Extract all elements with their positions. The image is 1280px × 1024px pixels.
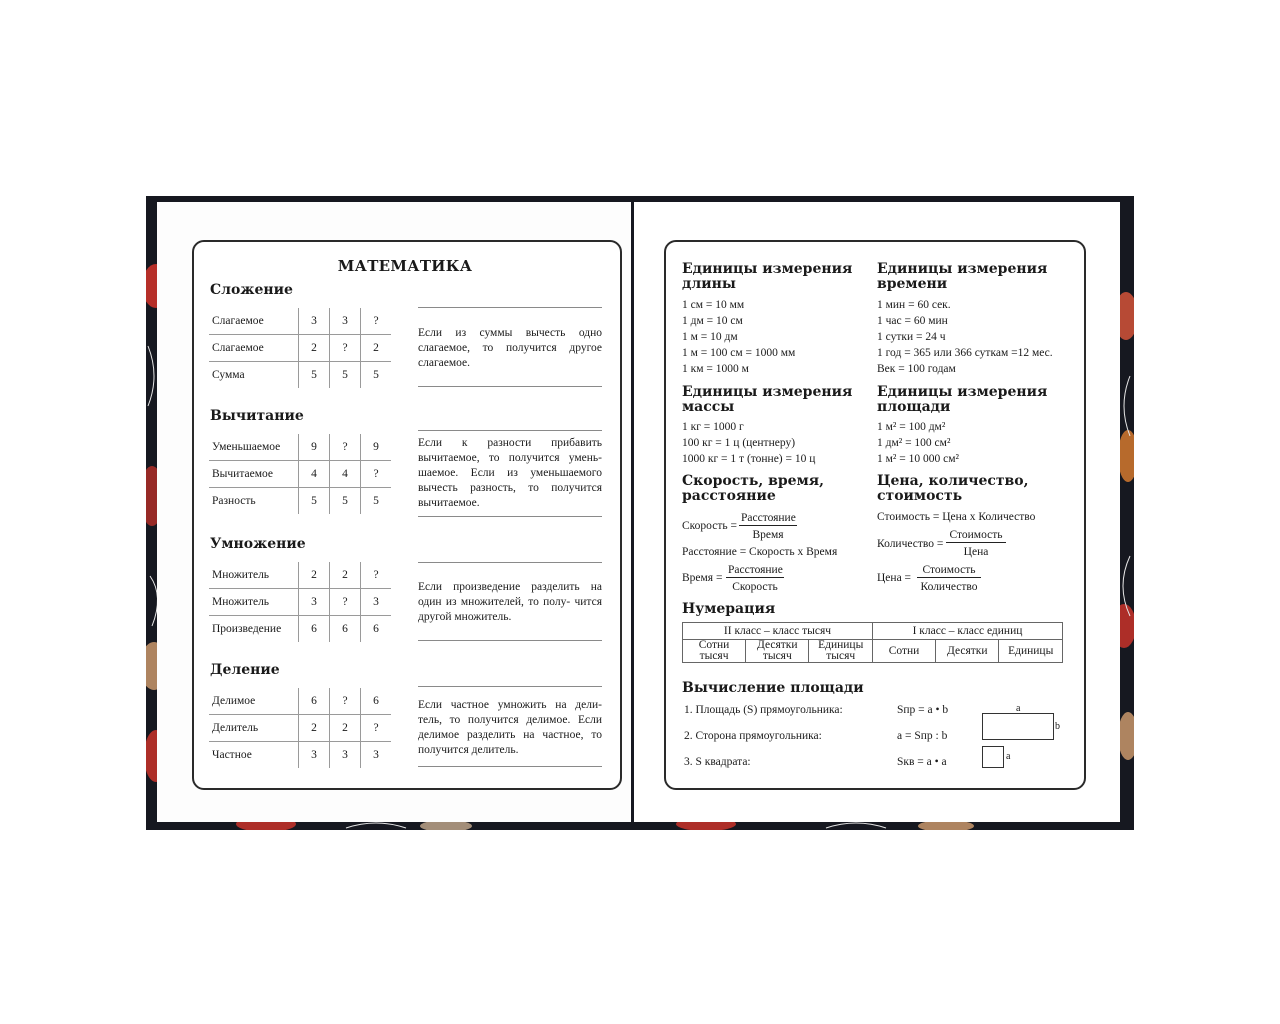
distance-formula: Расстояние = Скорость х Время: [682, 546, 838, 558]
area-calc-formula: a = Sпр : b: [897, 730, 948, 742]
section-heading-mass: Единицы измерения массы: [682, 384, 853, 415]
area-calc-formula: Sкв = a • a: [897, 756, 947, 768]
rule-line: [418, 766, 602, 767]
division-table: [209, 688, 391, 768]
rule-line: [418, 516, 602, 517]
mass-item: 1 кг = 1000 г: [682, 421, 744, 433]
section-heading-addition: Сложение: [210, 282, 293, 298]
section-heading-area-calc: Вычисление площади: [682, 680, 864, 696]
area-item: 1 дм² = 100 см²: [877, 437, 951, 449]
table-row: Множитель 3 ? 3: [209, 589, 391, 616]
page-title: МАТЕМАТИКА: [337, 257, 473, 275]
multiplication-table: [209, 562, 391, 642]
rectangle-side-a: a: [1016, 703, 1021, 714]
time-item: 1 час = 60 мин: [877, 315, 948, 327]
fraction-denominator: Количество: [920, 581, 978, 593]
table-row: Множитель 2 2 ?: [209, 562, 391, 589]
fraction-numerator: Стоимость: [917, 564, 981, 578]
mass-item: 100 кг = 1 ц (центнеру): [682, 437, 796, 449]
fraction-numerator: Стоимость: [946, 529, 1006, 543]
rule-line: [418, 686, 602, 687]
section-heading-area-units: Единицы измерения площади: [877, 384, 1048, 415]
area-item: 1 м² = 100 дм²: [877, 421, 946, 433]
speed-fraction: [739, 512, 797, 541]
section-heading-length: Единицы измерения длины: [682, 261, 853, 292]
table-row: Слагаемое 2 ? 2: [209, 335, 391, 362]
area-calc-formula: Sпр = a • b: [897, 704, 949, 716]
mass-item: 1000 кг = 1 т (тонне) = 10 ц: [682, 453, 816, 465]
area-calc-label: 2. Сторона прямоугольника:: [684, 730, 822, 742]
rule-line: [418, 386, 602, 387]
time-item: Век = 100 годам: [877, 363, 956, 375]
cost-formula: Стоимость = Цена х Количество: [877, 511, 1036, 523]
rule-line: [418, 430, 602, 431]
rule-line: [418, 307, 602, 308]
addition-rule-text: Если из суммы вычесть одно слагаемое, то получится другое слагаемое.: [418, 327, 602, 369]
square-side-a: a: [1006, 751, 1011, 762]
rectangle-side-b: b: [1055, 721, 1060, 732]
time-item: 1 сутки = 24 ч: [877, 331, 946, 343]
area-calc-label: 1. Площадь (S) прямоугольника:: [684, 704, 843, 716]
multiplication-rule-text: Если произведение разделить на один из множителей, то полу- чится другой множитель.: [418, 581, 602, 623]
table-row: Частное 3 3 3: [209, 742, 391, 769]
section-heading-numbering: Нумерация: [682, 601, 776, 617]
fraction-numerator: Расстояние: [728, 564, 783, 576]
table-row: Делимое 6 ? 6: [209, 688, 391, 715]
fraction-denominator: Цена: [963, 546, 989, 558]
square-diagram: [982, 746, 1004, 768]
table-row: Сотни тысяч Десятки тысяч Единицы тысяч Сотни Десятки Единицы: [683, 640, 1063, 663]
table-row: II класс – класс тысяч I класс – класс единиц: [683, 623, 1063, 640]
speed-formula-label: Скорость =: [682, 520, 737, 532]
fraction-denominator: Время: [752, 529, 784, 541]
price-fraction: [917, 564, 981, 593]
time-item: 1 год = 365 или 366 суткам =12 мес.: [877, 347, 1053, 359]
division-rule-text: Если частное умножить на дели- тель, то получится делимое. Если делимое разделить на частное, то получится делитель.: [418, 699, 602, 756]
fraction-denominator: Скорость: [732, 581, 778, 593]
area-calc-label: 3. S квадрата:: [684, 756, 751, 768]
subtraction-table: [209, 434, 391, 514]
section-heading-price: Цена, количество, стоимость: [877, 473, 1029, 504]
time-item: 1 мин = 60 сек.: [877, 299, 951, 311]
addition-table: [209, 308, 391, 388]
table-row: Вычитаемое 4 4 ?: [209, 461, 391, 488]
table-row: Произведение 6 6 6: [209, 616, 391, 643]
table-row: Уменьшаемое 9 ? 9: [209, 434, 391, 461]
time-formula-label: Время =: [682, 572, 723, 584]
quantity-fraction: [946, 529, 1006, 558]
section-heading-multiplication: Умножение: [210, 536, 306, 552]
section-heading-speed: Скорость, время, расстояние: [682, 473, 824, 504]
rule-line: [418, 640, 602, 641]
rule-line: [418, 562, 602, 563]
quantity-formula-label: Количество =: [877, 538, 944, 550]
table-row: Делитель 2 2 ?: [209, 715, 391, 742]
section-heading-division: Деление: [210, 662, 280, 678]
length-item: 1 см = 10 мм: [682, 299, 745, 311]
section-heading-subtraction: Вычитание: [210, 408, 304, 424]
time-fraction: [726, 564, 784, 593]
area-item: 1 м² = 10 000 см²: [877, 453, 959, 465]
section-heading-time: Единицы измерения времени: [877, 261, 1048, 292]
subtraction-rule-text: Если к разности прибавить вычитаемое, то получится умень- шаемое. Если из уменьшаемого вычесть разность, то получится вычитаемое.: [418, 437, 602, 509]
price-formula-label: Цена =: [877, 572, 912, 584]
fraction-numerator: Расстояние: [741, 512, 796, 524]
numbering-table: [682, 622, 1063, 663]
length-item: 1 м = 10 дм: [682, 331, 738, 343]
length-item: 1 м = 100 см = 1000 мм: [682, 347, 796, 359]
rectangle-diagram: [982, 713, 1054, 740]
table-row: Сумма 5 5 5: [209, 362, 391, 389]
table-row: Разность 5 5 5: [209, 488, 391, 515]
table-row: Слагаемое 3 3 ?: [209, 308, 391, 335]
length-item: 1 дм = 10 см: [682, 315, 743, 327]
length-item: 1 км = 1000 м: [682, 363, 749, 375]
